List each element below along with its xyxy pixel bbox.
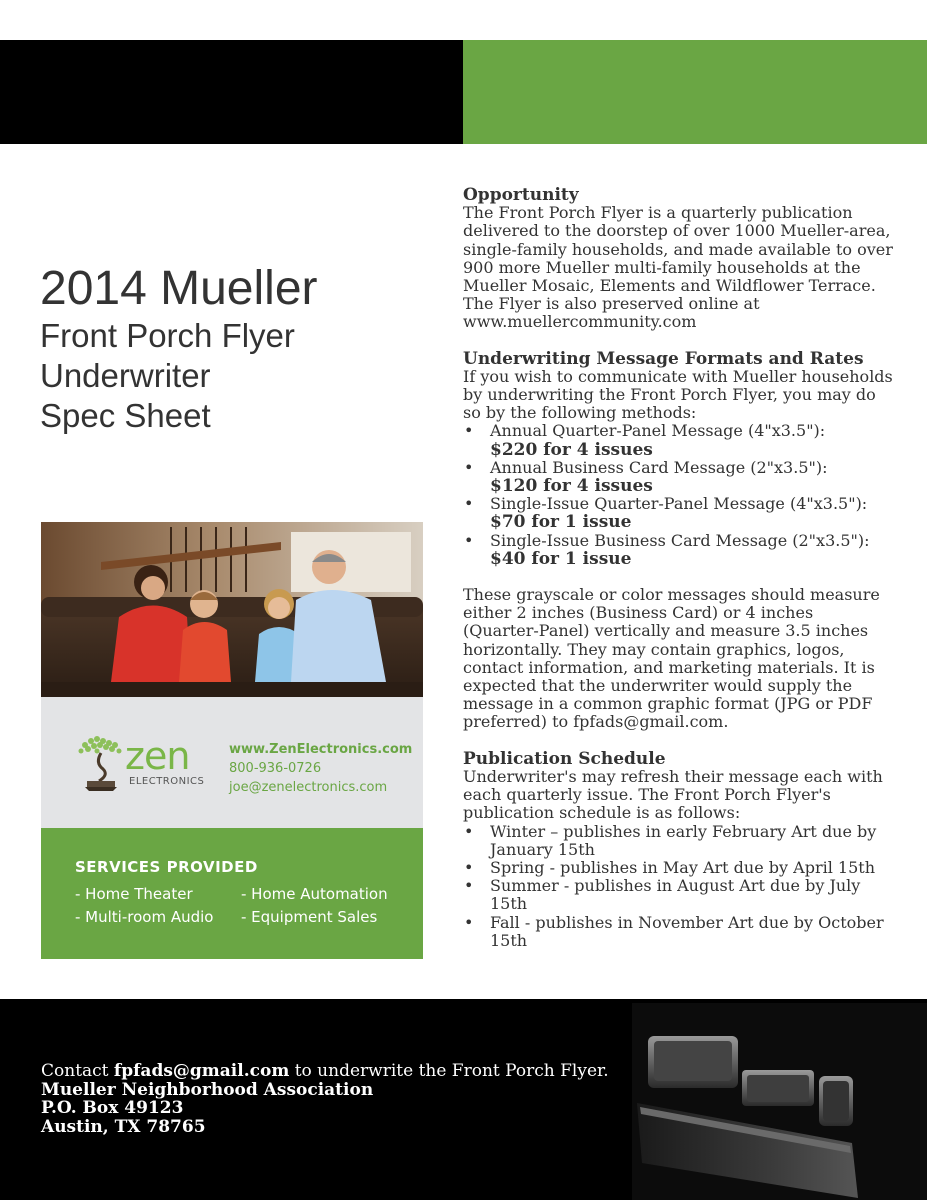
top-bar-black: [0, 40, 463, 144]
list-item: • Fall - publishes in November Art due by October 15th: [464, 912, 884, 950]
page-title: [40, 262, 440, 436]
opportunity-body: The Front Porch Flyer is a quarterly publication delivered to the doorstep of over 1000 Mueller-area, single-family households, and made available to over 900 more Mueller multi-family households at the Mueller Mosaic, Elements and Wildflower Terrace. The Flyer is also preserved online at www.muellercommunity.com: [463, 203, 893, 332]
ad-phone: 800-936-0726: [229, 761, 322, 776]
schedule-intro: Underwriter's may refresh their message each with each quarterly issue. The Front Porch Flyer's publication schedule is as follows:: [463, 766, 883, 823]
footer-contact-line: Contact fpfads@gmail.com to underwrite the Front Porch Flyer.: [41, 1061, 609, 1081]
ad-contact-panel: [41, 697, 423, 828]
service-item: - Multi-room Audio: [75, 908, 214, 926]
service-item: - Home Automation: [241, 885, 388, 903]
opportunity-heading: Opportunity: [463, 185, 579, 205]
formats-details: These grayscale or color messages should measure either 2 inches (Business Card) or 4 inches (Quarter-Panel) vertically and measure 3.5 inches horizontally. They may contain graphics, logos, contact information, and marketing materials. It is expected that the underwriter would supply the message in a common graphic format (JPG or PDF preferred) to fpfads@gmail.com.: [463, 585, 880, 732]
list-item: • Single-Issue Quarter-Panel Message (4"x3.5"): $70 for 1 issue: [463, 495, 893, 531]
services-heading: SERVICES PROVIDED: [75, 858, 258, 876]
list-item: • Winter – publishes in early February Art due by January 15th: [464, 821, 877, 859]
ad-website: www.ZenElectronics.com: [229, 742, 413, 757]
format-price: $40 for 1 issue: [490, 548, 632, 569]
formats-intro: If you wish to communicate with Mueller households by underwriting the Front Porch Flyer, you may do so by the following methods:: [463, 366, 893, 423]
service-item: - Equipment Sales: [241, 908, 378, 926]
ad-services-panel: [41, 828, 423, 959]
ad-email: joe@zenelectronics.com: [229, 780, 388, 795]
format-price: $70 for 1 issue: [490, 512, 632, 533]
format-price: $120 for 4 issues: [490, 476, 653, 497]
footer: [0, 999, 927, 1200]
speakers-product-image: [632, 1003, 927, 1200]
zen-wordmark: zen: [125, 734, 190, 778]
footer-org: Mueller Neighborhood Association: [41, 1079, 374, 1100]
footer-contact: [41, 1062, 609, 1136]
schedule-item: Spring - publishes in May Art due by April 15th: [490, 857, 875, 877]
formats-heading: Underwriting Message Formats and Rates: [463, 348, 864, 369]
schedule-heading: Publication Schedule: [463, 748, 666, 769]
sample-ad: [41, 522, 423, 959]
list-item: • Annual Business Card Message (2"x3.5"): $120 for 4 issues: [463, 459, 893, 495]
family-photo: [41, 522, 423, 697]
footer-po-box: P.O. Box 49123: [41, 1098, 184, 1118]
top-bar-green: [463, 40, 927, 144]
service-item: - Home Theater: [75, 885, 193, 903]
spec-details: [463, 186, 893, 950]
bonsai-tree-icon: [75, 733, 127, 793]
ad-contact-info: [229, 740, 412, 797]
schedule-list: [463, 823, 893, 950]
footer-city: Austin, TX 78765: [41, 1116, 206, 1137]
title-year: 2014 Mueller: [40, 262, 318, 315]
format-price: $220 for 4 issues: [490, 439, 653, 460]
family-photo-illustration: [41, 522, 423, 697]
list-item: • Spring - publishes in May Art due by April 15th: [464, 857, 875, 877]
title-line-2: Front Porch Flyer: [40, 317, 295, 354]
footer-email: fpfads@gmail.com: [113, 1061, 290, 1081]
electronics-wordmark: ELECTRONICS: [129, 776, 205, 787]
schedule-item: Fall - publishes in November Art due by October 15th: [490, 912, 884, 950]
format-label: Annual Business Card Message (2"x3.5"):: [490, 457, 828, 477]
list-item: • Annual Quarter-Panel Message (4"x3.5"): $220 for 4 issues: [463, 422, 893, 458]
schedule-item: Summer - publishes in August Art due by July 15th: [490, 876, 861, 914]
title-line-3: Underwriter: [40, 357, 211, 394]
zen-electronics-logo: [75, 733, 210, 793]
formats-list: [463, 422, 893, 568]
title-line-4: Spec Sheet: [40, 397, 211, 434]
format-label: Annual Quarter-Panel Message (4"x3.5"):: [490, 421, 826, 441]
list-item: • Summer - publishes in August Art due by July 15th: [464, 876, 861, 914]
list-item: • Single-Issue Business Card Message (2"x3.5"): $40 for 1 issue: [463, 532, 893, 568]
schedule-item: Winter – publishes in early February Art due by January 15th: [490, 821, 877, 859]
format-label: Single-Issue Business Card Message (2"x3.5"):: [490, 530, 870, 550]
format-label: Single-Issue Quarter-Panel Message (4"x3.5"):: [490, 494, 868, 514]
